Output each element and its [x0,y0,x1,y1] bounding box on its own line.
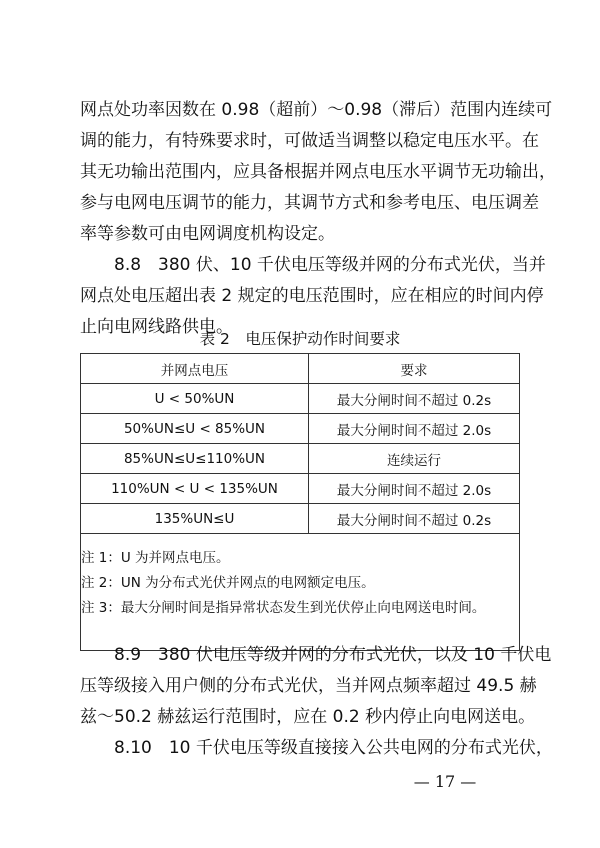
table-row [81,384,520,414]
text-line: 止向电网线路供电。 [80,317,233,337]
paragraph-reactive-power [80,95,556,250]
table-note: 注 1：U 为并网点电压。 [81,550,230,566]
voltage-cell: 110%UN < U < 135%UN [81,474,309,504]
table-caption: 表 2 电压保护动作时间要求 [199,330,401,348]
requirement-cell: 最大分闸时间不超过 2.0s [309,474,520,504]
page-number: — 17 — [413,772,477,791]
voltage-cell: 50%UN≤U < 85%UN [81,414,309,444]
text-line: 8.10 10 千伏电压等级直接接入公共电网的分布式光伏， [114,738,553,758]
voltage-cell: 85%UN≤U≤110%UN [81,444,309,474]
column-header-voltage: 并网点电压 [81,354,309,384]
table-row [81,474,520,504]
voltage-protection-table [80,353,520,651]
table-note: 注 2：UN 为分布式光伏并网点的电网额定电压。 [81,575,375,591]
text-line: 8.9 380 伏电压等级并网的分布式光伏，以及 10 千伏电 [114,645,552,665]
text-line: 兹～50.2 赫兹运行范围时，应在 0.2 秒内停止向电网送电。 [80,707,536,727]
requirement-cell: 最大分闸时间不超过 2.0s [309,414,520,444]
paragraph-8-9 [80,640,552,733]
text-line: 参与电网电压调节的能力，其调节方式和参考电压、电压调差 [80,193,539,213]
requirement-cell: 最大分闸时间不超过 0.2s [309,504,520,534]
text-line: 网点处电压超出表 2 规定的电压范围时，应在相应的时间内停 [80,286,544,306]
text-line: 调的能力，有特殊要求时，可做适当调整以稳定电压水平。在 [80,131,539,151]
table-note: 注 3：最大分闸时间是指异常状态发生到光伏停止向电网送电时间。 [81,600,486,616]
voltage-cell: U < 50%UN [81,384,309,414]
text-line: 8.8 380 伏、10 千伏电压等级并网的分布式光伏，当并 [114,255,546,275]
text-line: 压等级接入用户侧的分布式光伏，当并网点频率超过 49.5 赫 [80,676,537,696]
text-line: 率等参数可由电网调度机构设定。 [80,224,335,244]
text-line: 网点处功率因数在 0.98（超前）～0.98（滞后）范围内连续可 [80,100,553,120]
requirement-cell: 最大分闸时间不超过 0.2s [309,384,520,414]
voltage-cell: 135%UN≤U [81,504,309,534]
paragraph-8-10 [80,733,553,764]
table-row [81,414,520,444]
column-header-requirement: 要求 [309,354,520,384]
table-notes-row [81,534,520,651]
table-row [81,444,520,474]
text-line: 其无功输出范围内，应具备根据并网点电压水平调节无功输出， [80,162,556,182]
requirement-cell: 连续运行 [309,444,520,474]
table-row [81,504,520,534]
table-header-row [81,354,520,384]
table-notes [81,534,520,651]
